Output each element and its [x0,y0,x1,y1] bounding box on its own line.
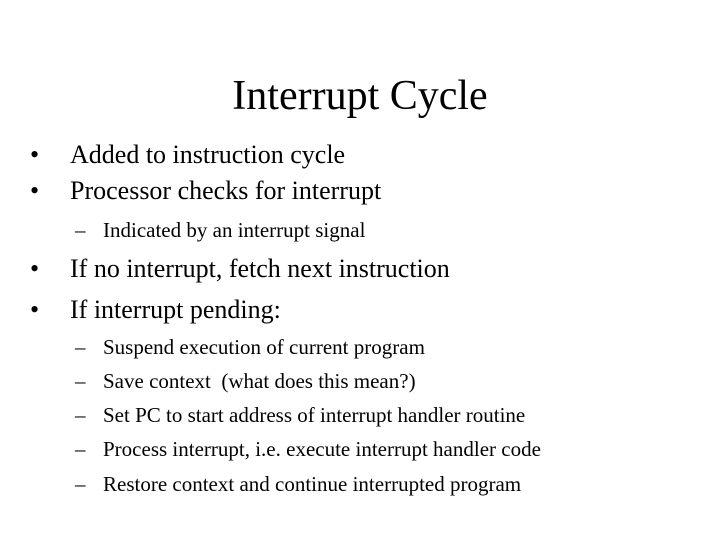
sub-bullet-marker: – [75,369,86,393]
bullet-marker: • [30,295,40,324]
sub-bullet-text: Set PC to start address of interrupt handler routine [103,403,526,427]
slide-title: Interrupt Cycle [232,73,488,119]
sub-bullet-marker: – [75,437,86,461]
sub-bullet-text: Save context (what does this mean?) [103,369,416,393]
bullet-marker: • [30,254,40,283]
sub-bullet-marker: – [75,472,86,496]
bullet-text: If no interrupt, fetch next instruction [70,254,450,283]
sub-bullet-text: Indicated by an interrupt signal [103,218,366,242]
sub-bullet-marker: – [75,218,86,242]
bullet-text: Added to instruction cycle [70,140,346,169]
bullet-text: If interrupt pending: [70,295,281,324]
sub-bullet-marker: – [75,335,86,359]
bullet-text: Processor checks for interrupt [70,176,382,205]
sub-bullet-text: Restore context and continue interrupted program [103,472,522,496]
sub-bullet-text: Process interrupt, i.e. execute interrupt handler code [103,437,541,461]
bullet-marker: • [30,140,40,169]
sub-bullet-marker: – [75,403,86,427]
sub-bullet-text: Suspend execution of current program [103,335,425,359]
bullet-marker: • [30,176,40,205]
